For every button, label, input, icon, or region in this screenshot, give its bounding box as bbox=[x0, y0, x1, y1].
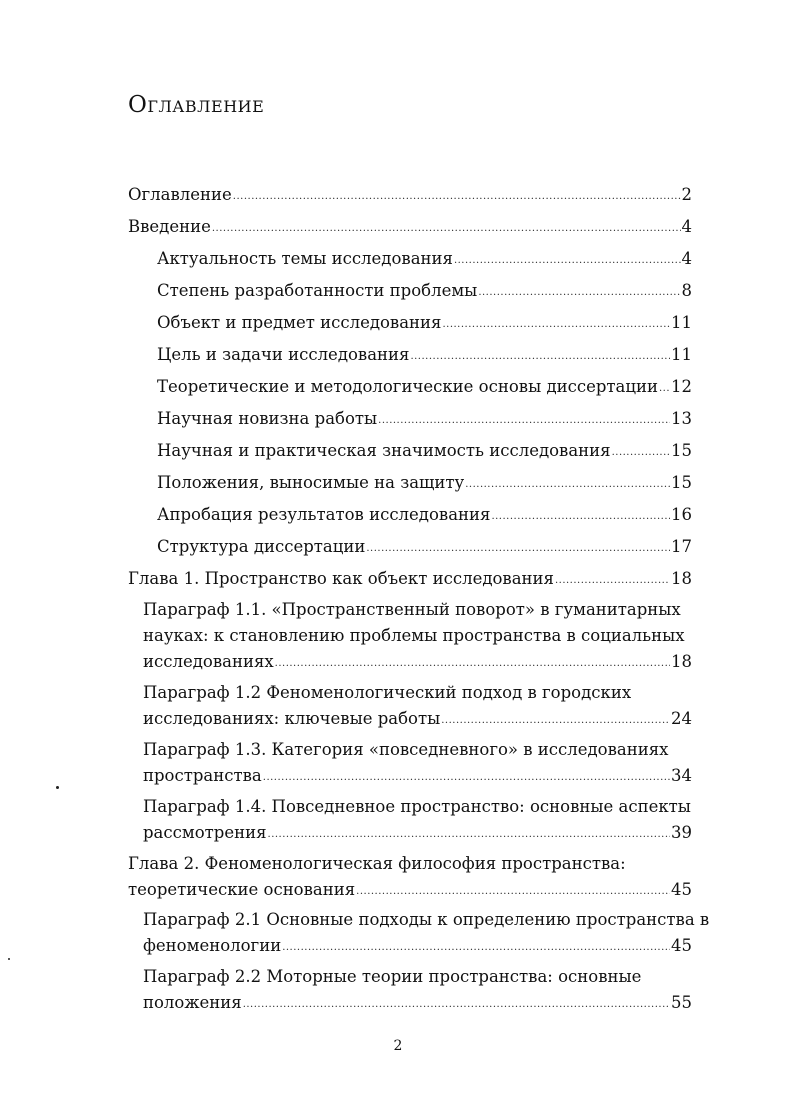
toc-entry-page: 11 bbox=[671, 313, 692, 332]
toc-entry[interactable] bbox=[157, 470, 692, 499]
toc-entry-title: положения bbox=[143, 993, 242, 1012]
leader-dots bbox=[212, 216, 681, 242]
toc-entry-title: рассмотрения bbox=[143, 823, 267, 842]
toc-entry[interactable] bbox=[128, 182, 692, 211]
toc-entry-page: 45 bbox=[671, 936, 692, 955]
toc-entry[interactable] bbox=[157, 406, 692, 435]
toc-entry[interactable] bbox=[143, 907, 710, 962]
page-number: 2 bbox=[393, 1038, 403, 1054]
leader-dots bbox=[659, 376, 670, 402]
leader-dots bbox=[410, 344, 670, 370]
toc-entry-title-line: Глава 2. Феноменологическая философия пространства: bbox=[128, 854, 626, 873]
toc-entry-page: 34 bbox=[671, 766, 692, 785]
toc-entry-page: 17 bbox=[671, 537, 692, 556]
toc-entry-title: Цель и задачи исследования bbox=[157, 345, 410, 364]
leader-dots bbox=[356, 879, 670, 905]
leader-dots bbox=[243, 992, 670, 1018]
leader-dots bbox=[442, 312, 670, 338]
leader-dots bbox=[282, 935, 670, 961]
toc-entry-title-line: Параграф 1.2 Феноменологический подход в городских bbox=[143, 683, 632, 702]
leader-dots bbox=[275, 651, 670, 677]
toc-entry-page: 4 bbox=[681, 249, 692, 268]
toc-entry-page: 45 bbox=[671, 880, 692, 899]
page-title: Оглавление bbox=[128, 92, 265, 118]
toc-entry-title-line: Параграф 2.1 Основные подходы к определению пространства в bbox=[143, 910, 710, 929]
toc-entry[interactable] bbox=[157, 502, 692, 531]
toc-entry-title-line: науках: к становлению проблемы пространства в социальных bbox=[143, 626, 685, 645]
leader-dots bbox=[478, 280, 680, 306]
toc-entry-title-line: Параграф 1.1. «Пространственный поворот» в гуманитарных bbox=[143, 600, 681, 619]
toc-entry-page: 24 bbox=[671, 709, 692, 728]
toc-entry[interactable] bbox=[143, 964, 692, 1019]
toc-entry-page: 13 bbox=[671, 409, 692, 428]
scan-speck bbox=[56, 786, 59, 789]
leader-dots bbox=[378, 408, 670, 434]
toc-entry-title: Научная новизна работы bbox=[157, 409, 378, 428]
toc-entry-page: 18 bbox=[671, 652, 692, 671]
scan-speck bbox=[8, 958, 10, 960]
toc-entry[interactable] bbox=[157, 246, 692, 275]
toc-entry-title: теоретические основания bbox=[128, 880, 356, 899]
toc-entry-title-line: Параграф 1.4. Повседневное пространство: основные аспекты bbox=[143, 797, 691, 816]
toc-entry[interactable] bbox=[143, 737, 692, 792]
leader-dots bbox=[555, 568, 670, 594]
toc-entry[interactable] bbox=[157, 278, 692, 307]
toc-entry-title: Апробация результатов исследования bbox=[157, 505, 491, 524]
toc-entry[interactable] bbox=[143, 680, 692, 735]
toc-entry[interactable] bbox=[143, 794, 692, 849]
leader-dots bbox=[366, 536, 670, 562]
toc-entry-title: исследованиях bbox=[143, 652, 274, 671]
toc-entry-page: 15 bbox=[671, 441, 692, 460]
toc-entry[interactable] bbox=[143, 597, 692, 678]
toc-entry-page: 4 bbox=[681, 217, 692, 236]
toc-entry-title: Положения, выносимые на защиту bbox=[157, 473, 465, 492]
toc-entry[interactable] bbox=[157, 374, 692, 403]
toc-entry-page: 11 bbox=[671, 345, 692, 364]
toc-entry-title: Структура диссертации bbox=[157, 537, 366, 556]
leader-dots bbox=[454, 248, 681, 274]
toc-entry-page: 8 bbox=[681, 281, 692, 300]
toc-entry[interactable] bbox=[128, 214, 692, 243]
leader-dots bbox=[263, 765, 670, 791]
toc-entry-title: Глава 1. Пространство как объект исследования bbox=[128, 569, 554, 588]
toc-entry[interactable] bbox=[157, 310, 692, 339]
toc-entry-title: феноменологии bbox=[143, 936, 282, 955]
toc-entry-title: Степень разработанности проблемы bbox=[157, 281, 478, 300]
leader-dots bbox=[465, 472, 670, 498]
toc-entry-page: 18 bbox=[671, 569, 692, 588]
toc-entry-page: 2 bbox=[681, 185, 692, 204]
toc-entry-page: 39 bbox=[671, 823, 692, 842]
toc-entry-page: 15 bbox=[671, 473, 692, 492]
toc-entry[interactable] bbox=[128, 851, 692, 906]
leader-dots bbox=[441, 708, 670, 734]
toc-entry-page: 16 bbox=[671, 505, 692, 524]
toc-entry-page: 12 bbox=[671, 377, 692, 396]
toc-entry-title: Теоретические и методологические основы диссертации bbox=[157, 377, 658, 396]
toc-entry-title: Научная и практическая значимость исследования bbox=[157, 441, 611, 460]
leader-dots bbox=[612, 440, 670, 466]
toc-entry-page: 55 bbox=[671, 993, 692, 1012]
toc-entry-title: Объект и предмет исследования bbox=[157, 313, 442, 332]
toc-entry-title: пространства bbox=[143, 766, 262, 785]
leader-dots bbox=[268, 822, 670, 848]
leader-dots bbox=[491, 504, 670, 530]
toc-entry[interactable] bbox=[157, 342, 692, 371]
toc-entry[interactable] bbox=[128, 566, 692, 595]
toc-entry-title: Актуальность темы исследования bbox=[157, 249, 453, 268]
toc-entry[interactable] bbox=[157, 438, 692, 467]
toc-entry-title-line: Параграф 2.2 Моторные теории пространства: основные bbox=[143, 967, 642, 986]
leader-dots bbox=[233, 184, 681, 210]
toc-entry-title: исследованиях: ключевые работы bbox=[143, 709, 441, 728]
toc-entry[interactable] bbox=[157, 534, 692, 563]
toc-entry-title-line: Параграф 1.3. Категория «повседневного» в исследованиях bbox=[143, 740, 669, 759]
toc-entry-title: Введение bbox=[128, 217, 211, 236]
toc-entry-title: Оглавление bbox=[128, 185, 232, 204]
